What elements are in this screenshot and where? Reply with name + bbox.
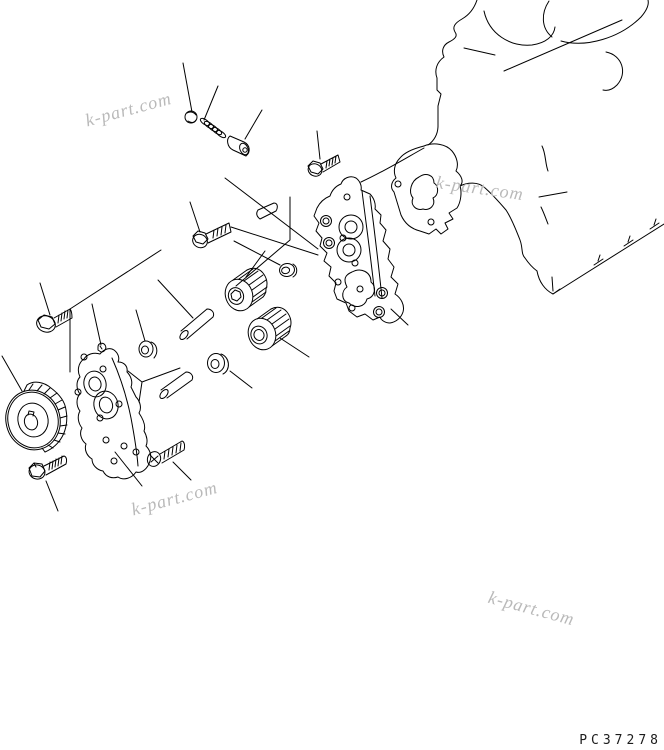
bushing-leader-line bbox=[136, 310, 145, 341]
cylinder-bore-arc-2 bbox=[543, 1, 552, 37]
housing-hole-1 bbox=[344, 194, 350, 200]
key-leader-line bbox=[92, 304, 101, 345]
dowel-pin bbox=[158, 372, 192, 400]
gear1-hex-bore bbox=[231, 290, 241, 301]
housing-outline bbox=[314, 177, 404, 323]
top-bolt-leader-line bbox=[317, 131, 320, 159]
screw-leader-line bbox=[173, 462, 191, 480]
round-head-screw bbox=[145, 441, 184, 468]
check-ball bbox=[185, 111, 197, 123]
mount-flange-top bbox=[424, 144, 537, 271]
cylinder-bore-arc-1 bbox=[484, 11, 555, 45]
cover-hole-2 bbox=[100, 366, 106, 372]
ball-leader-line bbox=[183, 63, 192, 112]
bushing bbox=[139, 341, 157, 358]
watermarks bbox=[83, 88, 577, 629]
pump-mount-hole bbox=[411, 175, 438, 210]
housing-hole-2 bbox=[323, 218, 329, 224]
watermark-center: k-part.com bbox=[434, 171, 526, 205]
housing-hole-8 bbox=[349, 305, 355, 311]
cover-outline bbox=[77, 349, 151, 479]
spring-leader-line bbox=[204, 86, 218, 120]
straight-pin bbox=[257, 203, 278, 219]
hex-flange-bolt bbox=[34, 309, 72, 335]
cover-hole-4 bbox=[116, 401, 122, 407]
relief-spring bbox=[199, 117, 227, 139]
ring-collar bbox=[278, 262, 296, 277]
mid-bolt-centerline bbox=[231, 227, 318, 255]
housing-hole-7 bbox=[357, 286, 363, 292]
cover-boss-1 bbox=[81, 369, 109, 400]
plug-leader-line bbox=[245, 110, 262, 139]
housing-hole-3 bbox=[326, 240, 332, 246]
drive-gear-rim-line bbox=[2, 386, 65, 453]
housing-ear-2 bbox=[324, 238, 335, 249]
oil-pump-housing bbox=[314, 148, 424, 323]
flange-bolt-hole-1 bbox=[395, 181, 401, 187]
oil-passage-loop bbox=[343, 270, 375, 306]
gear2-face bbox=[244, 314, 280, 353]
spacer-collar bbox=[208, 354, 229, 375]
housing-block-interface bbox=[361, 148, 424, 182]
gear-pocket-upper-inner bbox=[345, 221, 357, 233]
drive-gear-hub bbox=[14, 400, 52, 441]
pump-gear-hex-bore bbox=[221, 268, 267, 314]
gear2-leader-line bbox=[280, 338, 309, 357]
watermark-bottom-left: k-part.com bbox=[129, 477, 220, 520]
spacer-leader-line bbox=[230, 371, 252, 388]
block-corner bbox=[537, 271, 560, 294]
cover-hole-7 bbox=[121, 443, 127, 449]
cylinder-bore-arc-3 bbox=[561, 0, 648, 43]
engine-block bbox=[392, 0, 664, 294]
housing-hole-10 bbox=[376, 309, 382, 315]
housing-hole-6 bbox=[335, 279, 341, 285]
housing-ear-4 bbox=[374, 307, 385, 318]
drive-gear-leader-line bbox=[2, 356, 22, 391]
mid-bolt-leader-line bbox=[190, 202, 200, 232]
cover-hole-8 bbox=[111, 458, 117, 464]
gear-pocket-lower bbox=[337, 238, 361, 262]
hex-bolt-middle bbox=[190, 223, 231, 250]
oil-pump-cover-plate bbox=[75, 349, 151, 479]
cover-hole-6 bbox=[103, 437, 109, 443]
block-edge-fragment-1 bbox=[542, 146, 548, 171]
drive-gear-face bbox=[0, 384, 67, 456]
gear1-back-rim bbox=[247, 268, 267, 297]
housing-ear-1 bbox=[321, 216, 332, 227]
block-edge-fragment-3 bbox=[541, 207, 548, 224]
hex-bolt-top bbox=[306, 155, 340, 178]
flange-bolt-leader-line bbox=[40, 283, 50, 315]
cover-boss-2-bore bbox=[98, 396, 115, 415]
pump-gear-round-bore bbox=[244, 307, 291, 353]
gear1-chamfer bbox=[226, 285, 246, 306]
flange-bolt-hole-2 bbox=[428, 219, 434, 225]
cover-boss-1-bore bbox=[87, 376, 102, 393]
block-left-contour bbox=[428, 0, 477, 145]
drive-gear-keyway bbox=[28, 411, 34, 416]
gear-shaft bbox=[178, 309, 213, 341]
boss-arc bbox=[603, 52, 623, 90]
shaft-leader-line bbox=[158, 280, 193, 318]
woodruff-key bbox=[98, 343, 106, 352]
block-edge-fragment-2 bbox=[539, 192, 567, 197]
drive-gear bbox=[0, 382, 67, 456]
block-bottom-edge bbox=[553, 224, 664, 294]
gear2-bore bbox=[252, 328, 265, 342]
deck-edge-line bbox=[504, 20, 622, 71]
cover-leader-line bbox=[115, 452, 142, 486]
drive-gear-bore bbox=[23, 413, 40, 432]
gear1-face bbox=[221, 275, 257, 314]
deck-edge-short bbox=[464, 48, 495, 55]
watermark-top-left: k-part.com bbox=[83, 88, 174, 131]
housing-ridge-1 bbox=[362, 191, 375, 296]
watermark-bottom-right: k-part.com bbox=[486, 587, 577, 630]
screw-plug bbox=[228, 136, 251, 156]
hex-bolt-long bbox=[27, 456, 66, 481]
long-bolt-leader-line bbox=[46, 481, 58, 511]
part-code: PC37278 bbox=[579, 733, 662, 748]
gear-pocket-lower-inner bbox=[343, 244, 355, 256]
